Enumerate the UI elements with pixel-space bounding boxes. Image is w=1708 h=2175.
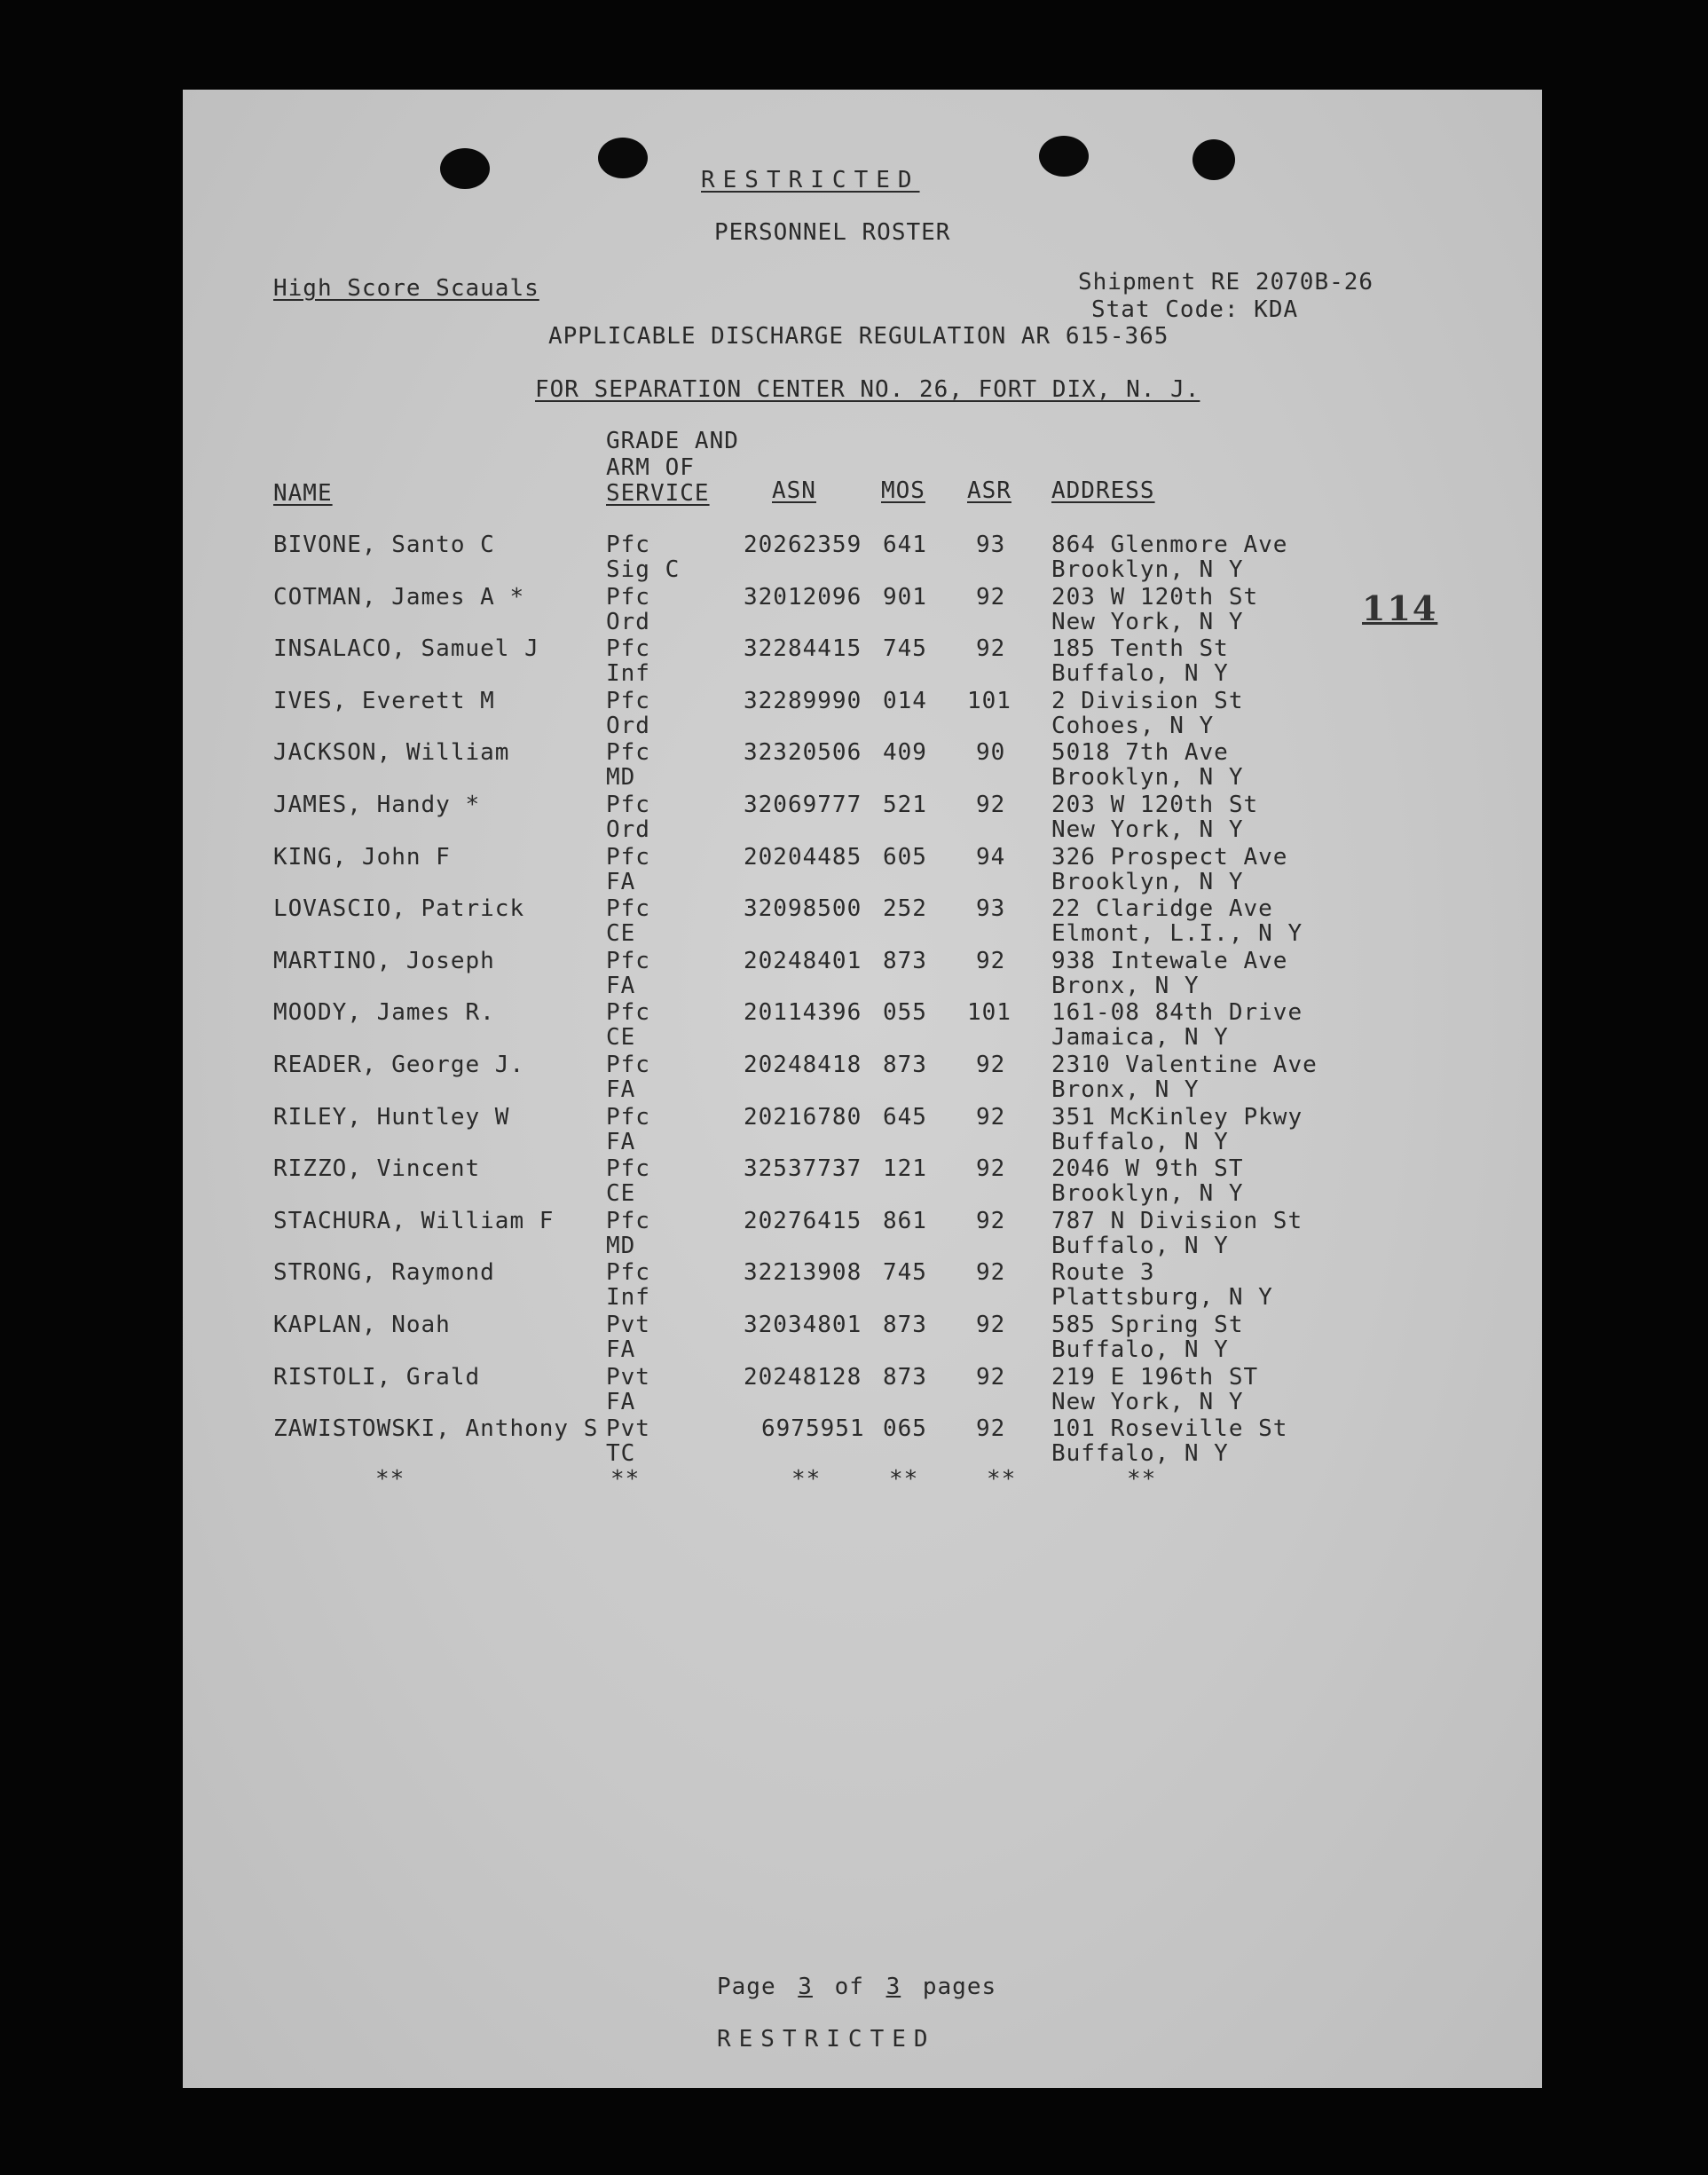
- row-asn: 32034801: [744, 1312, 862, 1338]
- row-name: STRONG, Raymond: [273, 1259, 495, 1286]
- row-asr: 93: [976, 895, 1006, 922]
- end-mark-name: **: [375, 1466, 405, 1493]
- discharge-regulation: APPLICABLE DISCHARGE REGULATION AR 615-365: [548, 323, 1169, 350]
- row-address-line2: Cohoes, N Y: [1051, 713, 1215, 739]
- row-asn: 32213908: [744, 1259, 862, 1286]
- page-of: of: [834, 1974, 864, 2000]
- row-asn: 20204485: [744, 844, 862, 871]
- end-mark-address: **: [1127, 1466, 1157, 1493]
- page-current: 3: [798, 1974, 813, 2000]
- row-arm: FA: [606, 973, 636, 999]
- row-asn: 20216780: [744, 1104, 862, 1131]
- row-address-line1: 5018 7th Ave: [1051, 739, 1229, 766]
- row-address-line2: Bronx, N Y: [1051, 973, 1200, 999]
- row-name: JACKSON, William: [273, 739, 510, 766]
- page-suffix: pages: [922, 1974, 997, 2000]
- row-grade: Pfc: [606, 739, 650, 766]
- punch-hole: [598, 138, 648, 178]
- row-address-line2: New York, N Y: [1051, 1389, 1244, 1415]
- row-grade: Pfc: [606, 999, 650, 1026]
- row-mos: 873: [883, 1364, 927, 1391]
- row-asn: 32098500: [744, 895, 862, 922]
- row-address-line1: Route 3: [1051, 1259, 1155, 1286]
- row-grade: Pfc: [606, 688, 650, 714]
- row-name: MARTINO, Joseph: [273, 948, 495, 974]
- row-name: KAPLAN, Noah: [273, 1312, 451, 1338]
- row-address-line1: 938 Intewale Ave: [1051, 948, 1288, 974]
- row-name: MOODY, James R.: [273, 999, 495, 1026]
- row-address-line2: Brooklyn, N Y: [1051, 1180, 1244, 1207]
- row-address-line2: Buffalo, N Y: [1051, 1233, 1229, 1259]
- page-total: 3: [885, 1974, 901, 2000]
- row-name: ZAWISTOWSKI, Anthony S: [273, 1415, 599, 1442]
- row-grade: Pfc: [606, 948, 650, 974]
- row-asr: 92: [976, 635, 1006, 662]
- row-grade: Pfc: [606, 1208, 650, 1234]
- row-name: JAMES, Handy *: [273, 792, 481, 818]
- row-asn: 20114396: [744, 999, 862, 1026]
- row-name: KING, John F: [273, 844, 451, 871]
- row-mos: 873: [883, 1312, 927, 1338]
- end-mark-asr: **: [987, 1466, 1017, 1493]
- row-arm: TC: [606, 1440, 636, 1467]
- row-arm: CE: [606, 1024, 636, 1051]
- classification-header: RESTRICTED: [701, 167, 920, 193]
- row-asr: 90: [976, 739, 1006, 766]
- row-arm: FA: [606, 1336, 636, 1363]
- row-arm: Sig C: [606, 556, 681, 583]
- row-name: RISTOLI, Grald: [273, 1364, 481, 1391]
- unit-name: High Score Scauals: [273, 275, 539, 302]
- row-asr: 101: [967, 688, 1011, 714]
- row-address-line1: 326 Prospect Ave: [1051, 844, 1288, 871]
- row-address-line1: 2310 Valentine Ave: [1051, 1052, 1318, 1078]
- row-grade: Pvt: [606, 1415, 650, 1442]
- row-asr: 93: [976, 532, 1006, 558]
- row-arm: Ord: [606, 713, 650, 739]
- row-asr: 92: [976, 948, 1006, 974]
- row-mos: 745: [883, 1259, 927, 1286]
- row-arm: Ord: [606, 816, 650, 843]
- row-grade: Pfc: [606, 1259, 650, 1286]
- row-grade: Pfc: [606, 792, 650, 818]
- row-address-line2: Plattsburg, N Y: [1051, 1284, 1273, 1311]
- row-arm: Ord: [606, 609, 650, 635]
- row-mos: 252: [883, 895, 927, 922]
- row-asn: 20248418: [744, 1052, 862, 1078]
- col-grade-line3: SERVICE: [606, 480, 710, 507]
- row-address-line2: Buffalo, N Y: [1051, 1129, 1229, 1155]
- row-grade: Pfc: [606, 635, 650, 662]
- col-grade-line1: GRADE AND: [606, 428, 739, 454]
- row-address-line1: 787 N Division St: [1051, 1208, 1303, 1234]
- end-mark-grade: **: [610, 1466, 641, 1493]
- row-address-line2: Buffalo, N Y: [1051, 1336, 1229, 1363]
- row-arm: FA: [606, 1389, 636, 1415]
- row-grade: Pfc: [606, 1052, 650, 1078]
- row-name: INSALACO, Samuel J: [273, 635, 539, 662]
- col-asr: ASR: [967, 477, 1011, 504]
- row-grade: Pfc: [606, 1155, 650, 1182]
- row-arm: MD: [606, 764, 636, 791]
- row-name: LOVASCIO, Patrick: [273, 895, 525, 922]
- row-asr: 92: [976, 1104, 1006, 1131]
- row-asr: 92: [976, 1259, 1006, 1286]
- row-address-line2: Brooklyn, N Y: [1051, 869, 1244, 895]
- row-asn: 32284415: [744, 635, 862, 662]
- row-mos: 873: [883, 1052, 927, 1078]
- row-mos: 861: [883, 1208, 927, 1234]
- classification-footer: RESTRICTED: [717, 2026, 936, 2053]
- row-asn: 20248401: [744, 948, 862, 974]
- col-address: ADDRESS: [1051, 477, 1155, 504]
- row-name: BIVONE, Santo C: [273, 532, 495, 558]
- punch-hole: [1039, 136, 1089, 177]
- punch-hole: [440, 148, 490, 189]
- end-mark-mos: **: [889, 1466, 919, 1493]
- row-address-line2: Buffalo, N Y: [1051, 660, 1229, 687]
- row-address-line1: 351 McKinley Pkwy: [1051, 1104, 1303, 1131]
- row-grade: Pvt: [606, 1312, 650, 1338]
- col-asn: ASN: [772, 477, 816, 504]
- row-address-line1: 219 E 196th ST: [1051, 1364, 1259, 1391]
- row-asn: 20276415: [744, 1208, 862, 1234]
- row-asr: 101: [967, 999, 1011, 1026]
- end-mark-asn: **: [791, 1466, 822, 1493]
- row-mos: 901: [883, 584, 927, 611]
- row-asn: 6975951: [761, 1415, 865, 1442]
- shipment-number: Shipment RE 2070B-26: [1078, 269, 1374, 296]
- row-asr: 92: [976, 792, 1006, 818]
- row-name: READER, George J.: [273, 1052, 525, 1078]
- row-name: IVES, Everett M: [273, 688, 495, 714]
- row-asr: 92: [976, 1208, 1006, 1234]
- row-address-line2: New York, N Y: [1051, 816, 1244, 843]
- row-mos: 521: [883, 792, 927, 818]
- row-asr: 92: [976, 1155, 1006, 1182]
- row-mos: 014: [883, 688, 927, 714]
- row-address-line1: 2046 W 9th ST: [1051, 1155, 1244, 1182]
- row-grade: Pvt: [606, 1364, 650, 1391]
- row-address-line2: Brooklyn, N Y: [1051, 764, 1244, 791]
- row-mos: 641: [883, 532, 927, 558]
- row-asn: 32537737: [744, 1155, 862, 1182]
- col-grade-line2: ARM OF: [606, 454, 695, 481]
- row-arm: FA: [606, 1129, 636, 1155]
- row-grade: Pfc: [606, 844, 650, 871]
- row-mos: 065: [883, 1415, 927, 1442]
- page-indicator: [717, 1974, 996, 2000]
- row-asn: 32012096: [744, 584, 862, 611]
- row-address-line1: 864 Glenmore Ave: [1051, 532, 1288, 558]
- row-address-line1: 203 W 120th St: [1051, 584, 1259, 611]
- row-asn: 32069777: [744, 792, 862, 818]
- row-mos: 055: [883, 999, 927, 1026]
- row-address-line2: New York, N Y: [1051, 609, 1244, 635]
- col-name: NAME: [273, 480, 333, 507]
- row-asr: 92: [976, 1052, 1006, 1078]
- row-arm: CE: [606, 1180, 636, 1207]
- roster-title: PERSONNEL ROSTER: [714, 219, 951, 246]
- row-grade: Pfc: [606, 895, 650, 922]
- row-asn: 32289990: [744, 688, 862, 714]
- row-address-line2: Elmont, L.I., N Y: [1051, 920, 1303, 947]
- row-mos: 409: [883, 739, 927, 766]
- row-address-line2: Brooklyn, N Y: [1051, 556, 1244, 583]
- row-arm: Inf: [606, 1284, 650, 1311]
- row-address-line1: 585 Spring St: [1051, 1312, 1244, 1338]
- row-address-line1: 185 Tenth St: [1051, 635, 1229, 662]
- col-mos: MOS: [881, 477, 925, 504]
- row-asn: 32320506: [744, 739, 862, 766]
- row-mos: 121: [883, 1155, 927, 1182]
- stat-code: Stat Code: KDA: [1091, 296, 1299, 323]
- row-mos: 745: [883, 635, 927, 662]
- row-address-line2: Buffalo, N Y: [1051, 1440, 1229, 1467]
- row-address-line2: Bronx, N Y: [1051, 1076, 1200, 1103]
- row-mos: 605: [883, 844, 927, 871]
- row-name: STACHURA, William F: [273, 1208, 555, 1234]
- row-asr: 92: [976, 1364, 1006, 1391]
- row-arm: CE: [606, 920, 636, 947]
- row-arm: FA: [606, 869, 636, 895]
- page-prefix: Page: [717, 1974, 776, 2000]
- row-address-line1: 22 Claridge Ave: [1051, 895, 1273, 922]
- row-address-line1: 101 Roseville St: [1051, 1415, 1288, 1442]
- row-address-line1: 203 W 120th St: [1051, 792, 1259, 818]
- row-asr: 94: [976, 844, 1006, 871]
- row-name: RIZZO, Vincent: [273, 1155, 481, 1182]
- row-arm: Inf: [606, 660, 650, 687]
- row-grade: Pfc: [606, 1104, 650, 1131]
- row-asr: 92: [976, 1312, 1006, 1338]
- row-mos: 873: [883, 948, 927, 974]
- row-arm: FA: [606, 1076, 636, 1103]
- punch-hole: [1192, 139, 1235, 180]
- page-number-stamp: 114: [1362, 588, 1438, 628]
- row-address-line1: 2 Division St: [1051, 688, 1244, 714]
- row-asr: 92: [976, 584, 1006, 611]
- row-name: RILEY, Huntley W: [273, 1104, 510, 1131]
- row-asn: 20248128: [744, 1364, 862, 1391]
- row-arm: MD: [606, 1233, 636, 1259]
- row-asn: 20262359: [744, 532, 862, 558]
- row-grade: Pfc: [606, 584, 650, 611]
- row-grade: Pfc: [606, 532, 650, 558]
- row-mos: 645: [883, 1104, 927, 1131]
- row-address-line1: 161-08 84th Drive: [1051, 999, 1303, 1026]
- row-asr: 92: [976, 1415, 1006, 1442]
- separation-center: FOR SEPARATION CENTER NO. 26, FORT DIX, N. J.: [535, 376, 1200, 403]
- row-address-line2: Jamaica, N Y: [1051, 1024, 1229, 1051]
- row-name: COTMAN, James A *: [273, 584, 525, 611]
